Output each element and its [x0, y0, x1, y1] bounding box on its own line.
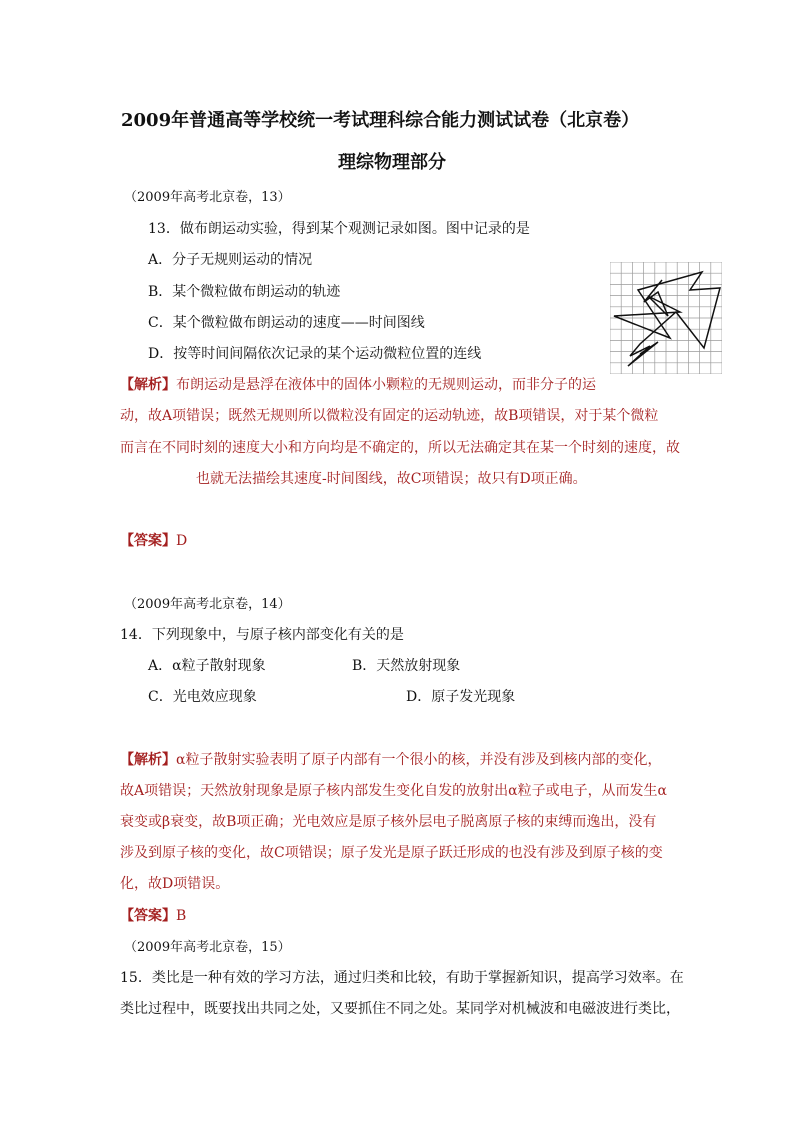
- q13-answer: [120, 530, 187, 550]
- q13-analysis-line-1: [120, 374, 596, 394]
- q14-analysis-line-3: 衰变或β衰变，故B项正确；光电效应是原子核外层电子脱离原子核的束缚而逸出，没有: [120, 814, 657, 830]
- q14-option-d: D．原子发光现象: [406, 689, 516, 705]
- q13-stem: 13．做布朗运动实验，得到某个观测记录如图。图中记录的是: [148, 221, 530, 237]
- q14-answer-tag: 【答案】: [120, 908, 176, 924]
- figure-grid: [610, 262, 722, 374]
- q14-option-c: C．光电效应现象: [148, 689, 257, 705]
- brownian-motion-figure: [610, 262, 722, 374]
- q14-analysis-tag: 【解析】: [120, 752, 176, 768]
- q13-analysis-line-4: 也就无法描绘其速度-时间图线，故C项错误；故只有D项正确。: [196, 471, 587, 487]
- q13-analysis-line-2: 动，故A项错误；既然无规则所以微粒没有固定的运动轨迹，故B项错误，对于某个微粒: [120, 408, 659, 424]
- q14-stem: 14．下列现象中，与原子核内部变化有关的是: [120, 627, 404, 643]
- q15-line-1: 15．类比是一种有效的学习方法，通过归类和比较，有助于掌握新知识，提高学习效率。在: [120, 970, 684, 986]
- q13-answer-value: D: [176, 533, 188, 549]
- q14-option-a: A．α粒子散射现象: [148, 658, 266, 674]
- q14-analysis-line-2: 故A项错误；天然放射现象是原子核内部发生变化自发的放射出α粒子或电子，从而发生α: [120, 783, 668, 799]
- q13-option-d: D．按等时间间隔依次记录的某个运动微粒位置的连线: [148, 346, 482, 362]
- q14-analysis-line-5: 化，故D项错误。: [120, 876, 230, 892]
- q14-option-b: B．天然放射现象: [352, 658, 461, 674]
- q13-source: （2009年高考北京卷，13）: [124, 190, 291, 205]
- q14-analysis-text-1: α粒子散射实验表明了原子内部有一个很小的核，并没有涉及到核内部的变化，: [176, 752, 662, 768]
- q15-source: （2009年高考北京卷，15）: [124, 940, 291, 955]
- q15-line-2: 类比过程中，既要找出共同之处，又要抓住不同之处。某同学对机械波和电磁波进行类比，: [120, 1001, 680, 1017]
- page-title: 2009年普通高等学校统一考试理科综合能力测试试卷（北京卷）: [121, 110, 640, 131]
- q13-option-a: A．分子无规则运动的情况: [148, 252, 313, 268]
- q14-analysis-line-1: [120, 749, 661, 769]
- q13-analysis-tag: 【解析】: [120, 377, 176, 393]
- q14-analysis-line-4: 涉及到原子核的变化，故C项错误；原子发光是原子跃迁形成的也没有涉及到原子核的变: [120, 845, 663, 861]
- q13-option-b: B．某个微粒做布朗运动的轨迹: [148, 284, 341, 300]
- page-subtitle: 理综物理部分: [338, 152, 446, 173]
- q14-answer-value: B: [176, 908, 187, 924]
- q13-analysis-line-3: 而言在不同时刻的速度大小和方向均是不确定的，所以无法确定其在某一个时刻的速度，故: [120, 440, 680, 456]
- q13-analysis-text-1: 布朗运动是悬浮在液体中的固体小颗粒的无规则运动，而非分子的运: [176, 377, 596, 393]
- q14-answer: [120, 905, 186, 925]
- q13-answer-tag: 【答案】: [120, 533, 176, 549]
- q14-source: （2009年高考北京卷，14）: [124, 597, 291, 612]
- q13-option-c: C．某个微粒做布朗运动的速度——时间图线: [148, 315, 425, 331]
